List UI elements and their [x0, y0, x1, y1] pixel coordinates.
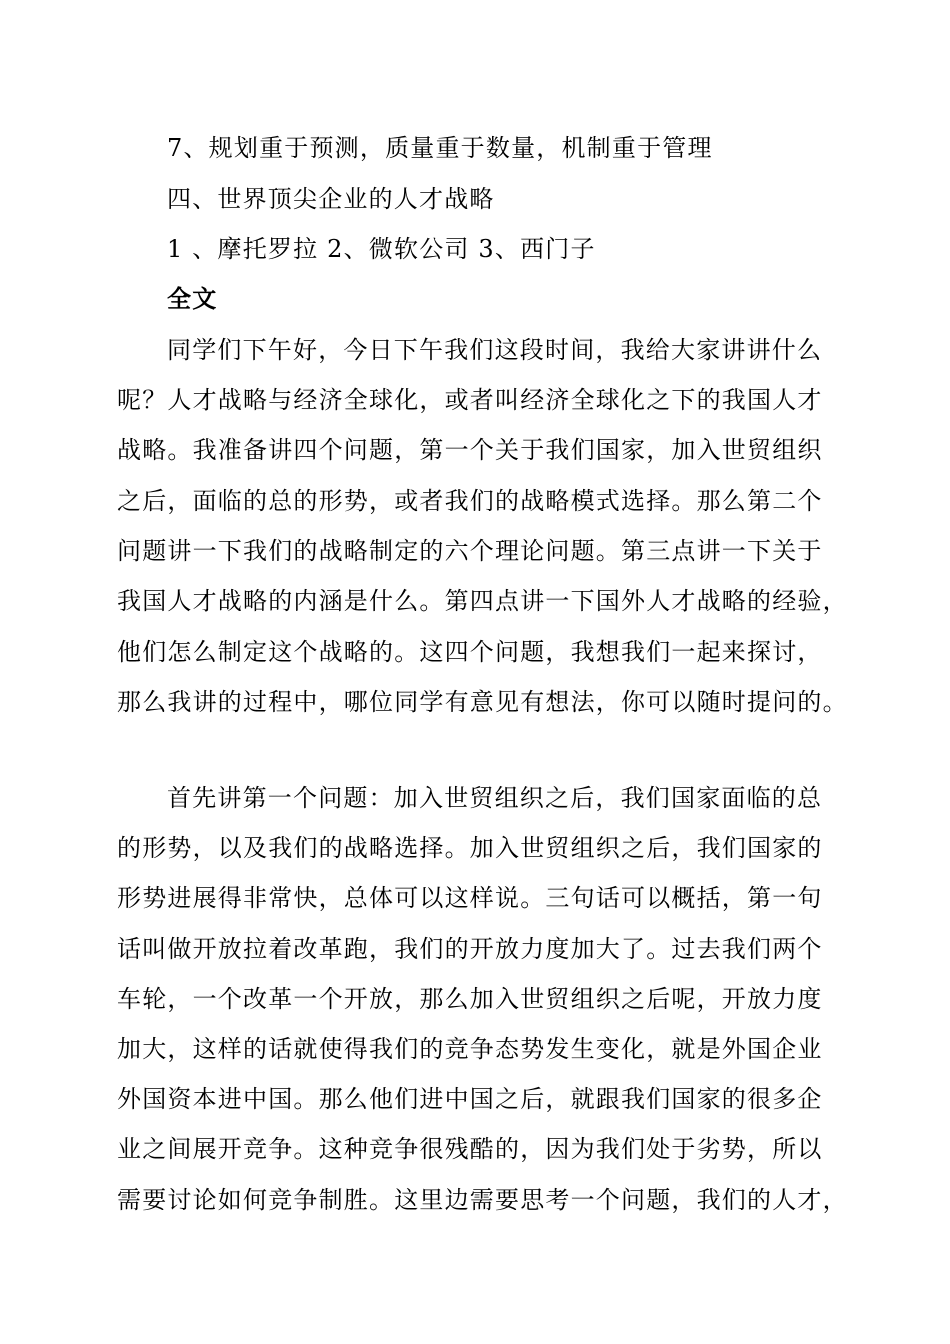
fulltext-heading: 全文: [167, 284, 218, 313]
paragraph-line: 战略。我准备讲四个问题，第一个关于我们国家，加入世贸组织: [117, 436, 823, 464]
paragraph-line: 同学们下午好，今日下午我们这段时间，我给大家讲讲什么: [167, 336, 823, 364]
outline-section-4: 四、世界顶尖企业的人才战略: [167, 185, 495, 213]
paragraph-line: 话叫做开放拉着改革跑，我们的开放力度加大了。过去我们两个: [117, 935, 823, 963]
paragraph-line: 问题讲一下我们的战略制定的六个理论问题。第三点讲一下关于: [117, 537, 823, 565]
paragraph-line: 形势进展得非常快，总体可以这样说。三句话可以概括，第一句: [117, 884, 823, 912]
paragraph-line: 首先讲第一个问题：加入世贸组织之后，我们国家面临的总: [167, 784, 823, 812]
paragraph-line: 外国资本进中国。那么他们进中国之后，就跟我们国家的很多企: [117, 1085, 823, 1113]
paragraph-line: 呢？人才战略与经济全球化，或者叫经济全球化之下的我国人才: [117, 386, 823, 414]
paragraph-line: 加大，这样的话就使得我们的竞争态势发生变化，就是外国企业: [117, 1035, 823, 1063]
paragraph-line: 之后，面临的总的形势，或者我们的战略模式选择。那么第二个: [117, 487, 823, 515]
outline-companies: 1 、摩托罗拉 2、微软公司 3、西门子: [167, 235, 596, 263]
paragraph-line: 的形势，以及我们的战略选择。加入世贸组织之后，我们国家的: [117, 834, 823, 862]
paragraph-line: 我国人才战略的内涵是什么。第四点讲一下国外人才战略的经验，: [117, 587, 848, 615]
paragraph-line: 业之间展开竞争。这种竞争很残酷的，因为我们处于劣势，所以: [117, 1135, 823, 1163]
paragraph-line: 那么我讲的过程中，哪位同学有意见有想法，你可以随时提问的。: [117, 688, 848, 716]
outline-item-7: 7、规划重于预测，质量重于数量，机制重于管理: [167, 134, 713, 162]
paragraph-line: 车轮，一个改革一个开放，那么加入世贸组织之后呢，开放力度: [117, 985, 823, 1013]
paragraph-line: 需要讨论如何竞争制胜。这里边需要思考一个问题，我们的人才，: [117, 1186, 848, 1214]
paragraph-line: 他们怎么制定这个战略的。这四个问题，我想我们一起来探讨，: [117, 638, 823, 666]
